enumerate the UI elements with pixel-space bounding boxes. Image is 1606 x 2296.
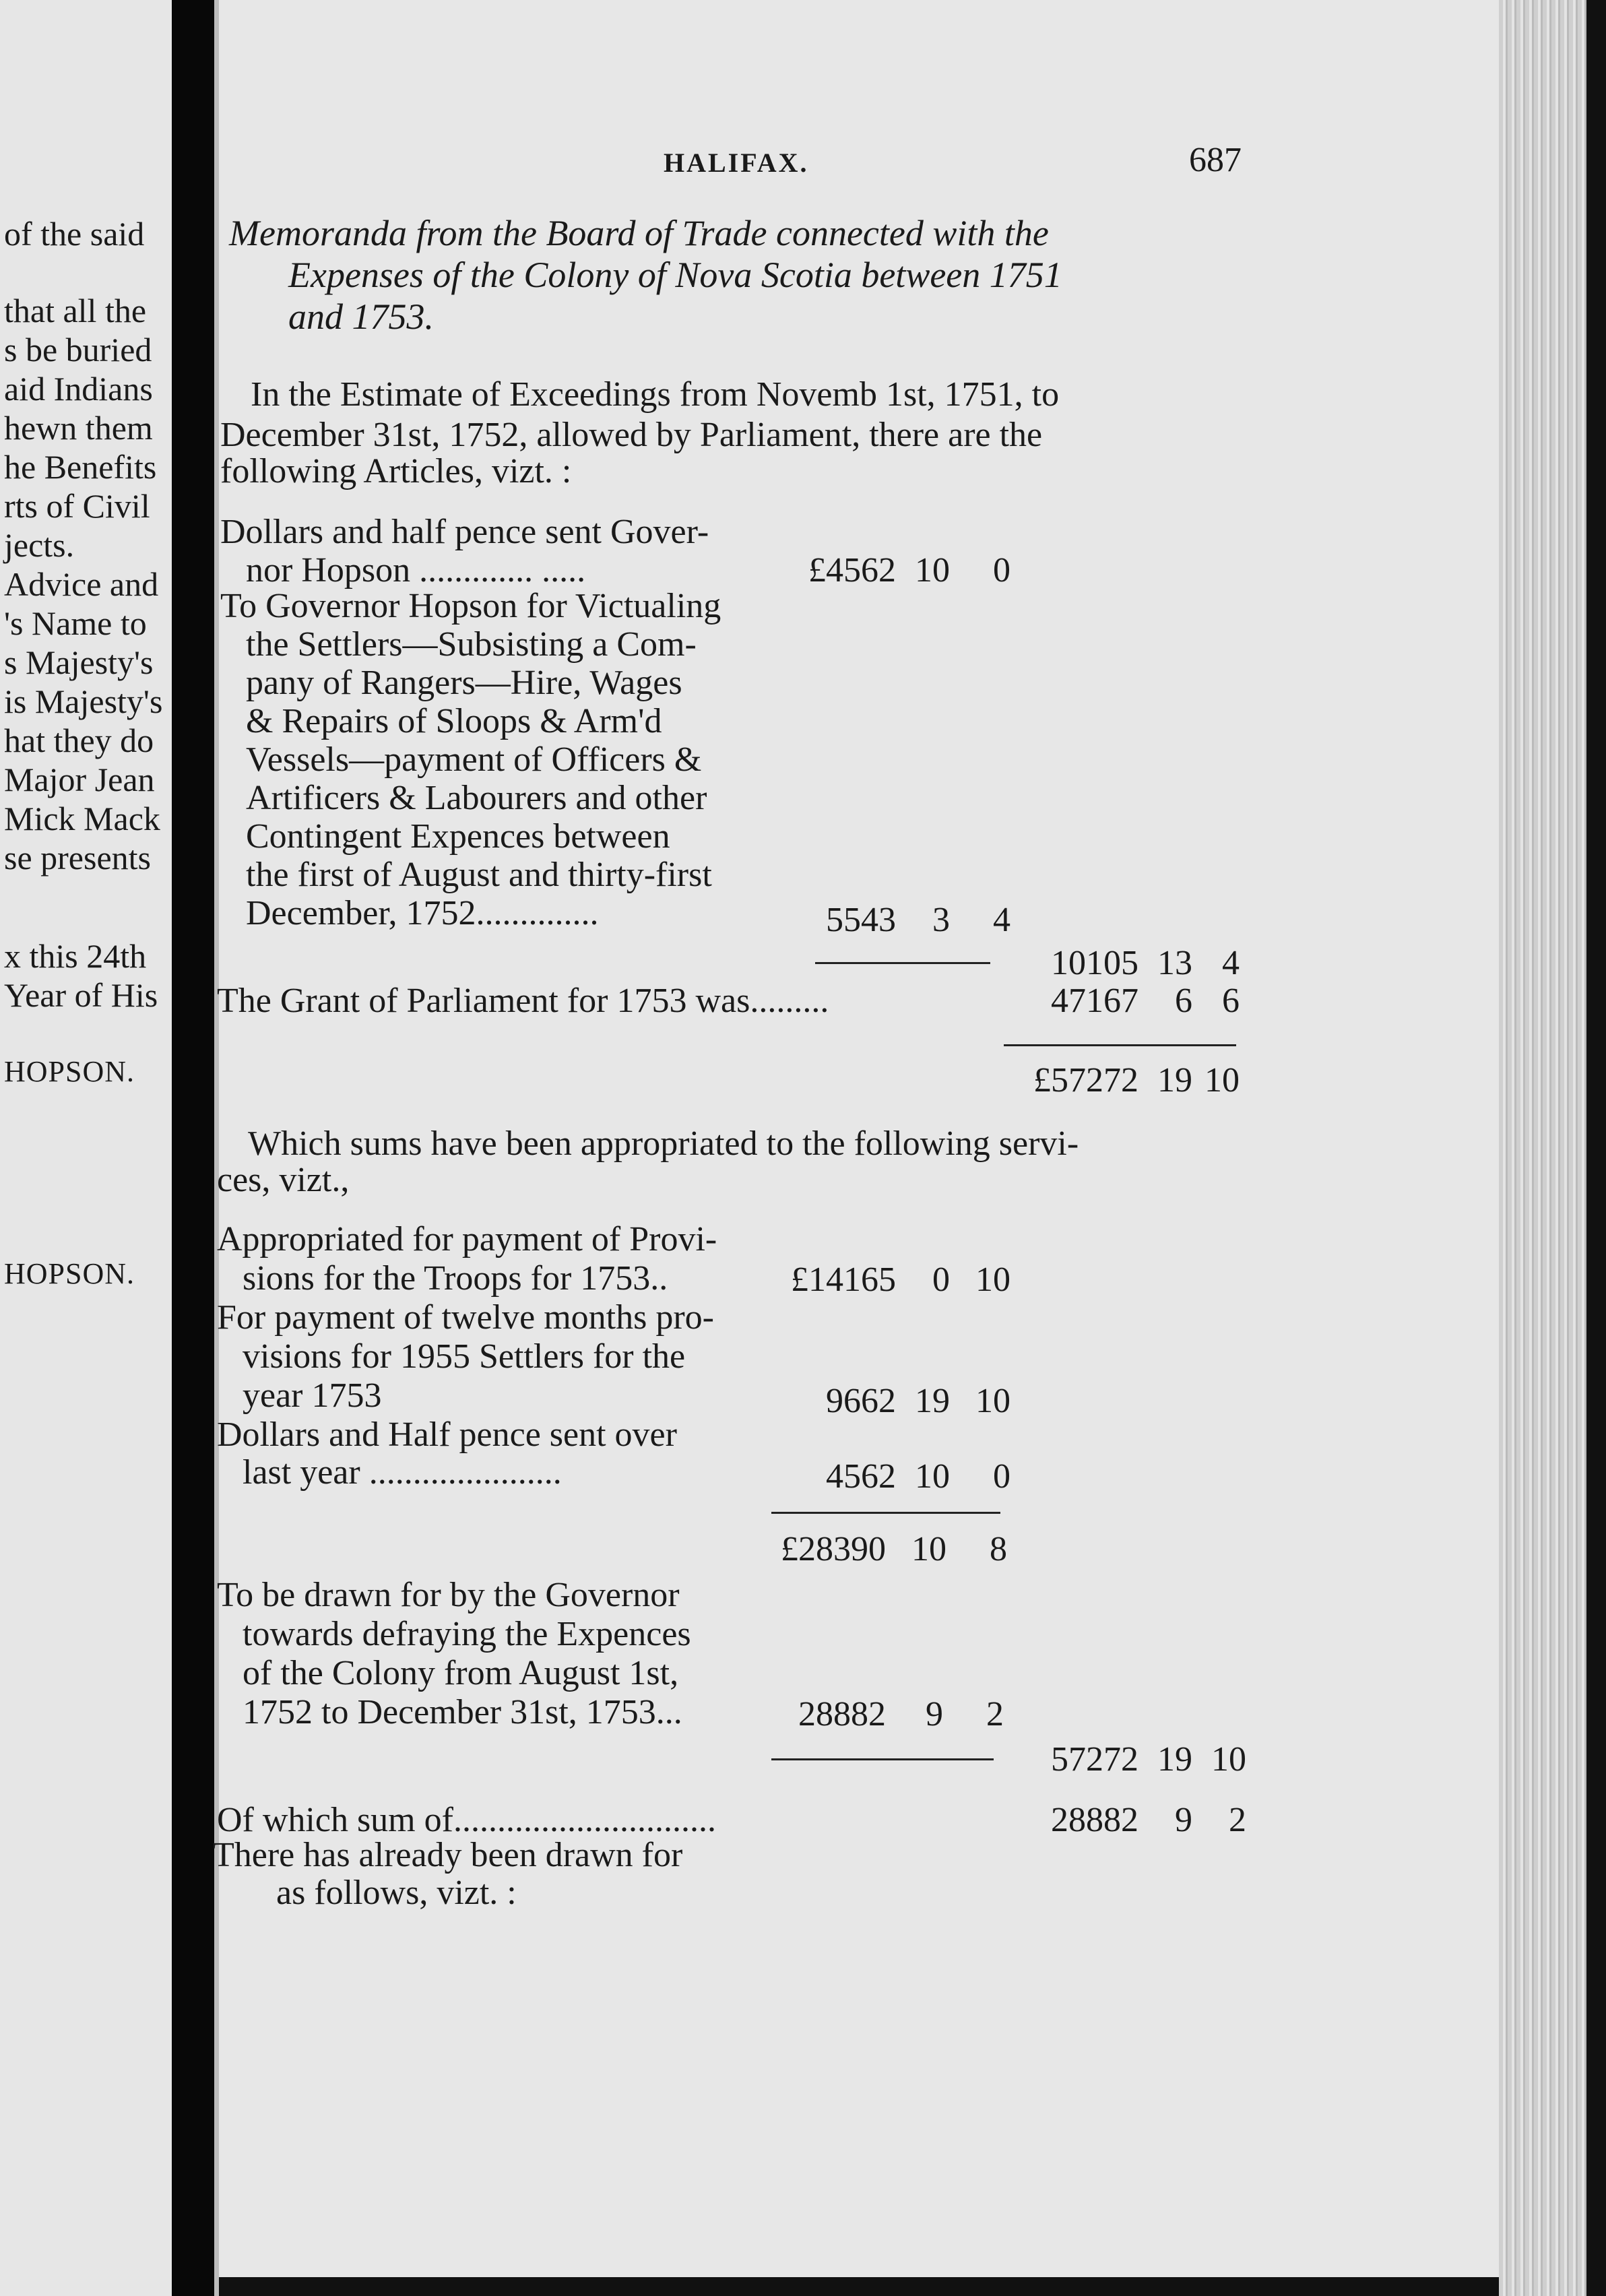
amount-pounds: £14165: [791, 1261, 896, 1299]
memo-title-line: and 1753.: [288, 296, 434, 337]
item-text: the Settlers—Subsisting a Com-: [246, 625, 697, 664]
item-text: towards defraying the Expences: [243, 1615, 691, 1653]
left-page-line: Major Jean: [4, 761, 155, 798]
grant-text: The Grant of Parliament for 1753 was.........: [217, 982, 829, 1020]
grant-shillings: 6: [1175, 982, 1192, 1020]
of-which-text: Of which sum of..............................: [217, 1801, 716, 1839]
left-page-line: aid Indians: [4, 370, 153, 408]
total-pounds: 57272: [1051, 1740, 1138, 1779]
left-page-line: hewn them: [4, 409, 153, 447]
left-page-line: s be buried: [4, 331, 152, 369]
amount-shillings: 10: [915, 551, 950, 589]
left-page-line: Year of His: [4, 976, 158, 1014]
amount-pounds: 4562: [826, 1457, 896, 1496]
item-text: Artificers & Labourers and other: [246, 779, 707, 817]
left-page-signature: HOPSON.: [4, 1055, 135, 1088]
amount-shillings: 0: [932, 1261, 950, 1299]
amount-pounds: 5543: [826, 901, 896, 939]
amount-pounds: 28882: [798, 1695, 886, 1733]
subtotal-shillings: 10: [911, 1530, 946, 1568]
of-which-shillings: 9: [1175, 1801, 1192, 1839]
running-title: HALIFAX.: [664, 148, 809, 178]
already-drawn-text: There has already been drawn for: [213, 1836, 683, 1874]
total-rule: [1004, 1044, 1236, 1046]
appropriated-intro: ces, vizt.,: [217, 1161, 350, 1199]
item-text: Dollars and Half pence sent over: [217, 1415, 677, 1454]
already-drawn-text: as follows, vizt. :: [276, 1874, 517, 1912]
item-text: the first of August and thirty-first: [246, 856, 712, 894]
left-page-line: hat they do: [4, 722, 154, 759]
amount-shillings: 3: [932, 901, 950, 939]
subtotal-pence: 8: [990, 1530, 1007, 1568]
item-text: To Governor Hopson for Victualing: [220, 587, 721, 625]
left-page-line: s Majesty's: [4, 643, 154, 681]
left-page-line: x this 24th: [4, 937, 147, 975]
subtotal-pounds: £28390: [781, 1530, 886, 1568]
amount-pounds: 9662: [826, 1382, 896, 1420]
item-text: of the Colony from August 1st,: [243, 1654, 679, 1692]
item-text: nor Hopson ............. .....: [246, 551, 586, 589]
subtotal-pounds: 10105: [1051, 944, 1138, 982]
left-page-signature: HOPSON.: [4, 1257, 135, 1290]
item-text: Contingent Expences between: [246, 817, 670, 856]
item-text: Appropriated for payment of Provi-: [217, 1220, 717, 1258]
left-facing-page: [0, 0, 172, 2296]
amount-pence: 2: [986, 1695, 1004, 1733]
item-text: & Repairs of Sloops & Arm'd: [246, 702, 662, 740]
sum-rule: [771, 1512, 1000, 1514]
page-number: 687: [1189, 141, 1242, 179]
amount-shillings: 19: [915, 1382, 950, 1420]
grant-pence: 6: [1222, 982, 1240, 1020]
total-pounds: £57272: [1033, 1061, 1138, 1099]
bottom-border: [219, 2277, 1499, 2296]
intro-line: In the Estimate of Exceedings from Novemb 1st, 1751, to: [251, 375, 1060, 414]
left-page-line: Advice and: [4, 565, 159, 603]
left-page-line: he Benefits: [4, 448, 157, 486]
amount-pence: 10: [975, 1382, 1010, 1420]
item-text: 1752 to December 31st, 1753...: [243, 1693, 682, 1731]
left-page-line: is Majesty's: [4, 682, 163, 720]
memo-title-line: Expenses of the Colony of Nova Scotia between 1751: [288, 255, 1062, 295]
memo-title-line: Memoranda from the Board of Trade connected with the: [229, 213, 1049, 253]
item-text: Dollars and half pence sent Gover-: [220, 513, 709, 551]
left-page-line: Mick Mack: [4, 800, 160, 837]
subtotal-pence: 4: [1222, 944, 1240, 982]
amount-shillings: 9: [926, 1695, 943, 1733]
of-which-pence: 2: [1229, 1801, 1246, 1839]
item-text: year 1753: [243, 1376, 382, 1415]
item-text: sions for the Troops for 1753..: [243, 1259, 668, 1298]
subtotal-shillings: 13: [1157, 944, 1192, 982]
left-page-line: jects.: [4, 526, 75, 564]
amount-pence: 0: [993, 551, 1010, 589]
amount-pence: 0: [993, 1457, 1010, 1496]
total-pence: 10: [1204, 1061, 1240, 1099]
item-text: last year ......................: [243, 1453, 562, 1492]
item-text: visions for 1955 Settlers for the: [243, 1337, 686, 1376]
of-which-pounds: 28882: [1051, 1801, 1138, 1839]
left-page-line: 's Name to: [4, 604, 147, 642]
sum-rule: [815, 962, 990, 964]
item-text: To be drawn for by the Governor: [217, 1576, 680, 1614]
left-page-line: rts of Civil: [4, 487, 150, 525]
amount-pounds: £4562: [808, 551, 896, 589]
item-text: Vessels—payment of Officers &: [246, 740, 702, 779]
item-text: pany of Rangers—Hire, Wages: [246, 664, 682, 702]
item-text: For payment of twelve months pro-: [217, 1298, 714, 1337]
right-border: [1586, 0, 1606, 2296]
intro-line: following Articles, vizt. :: [220, 452, 572, 490]
left-page-line: of the said: [4, 215, 145, 253]
item-text: December, 1752..............: [246, 894, 599, 932]
amount-pence: 4: [993, 901, 1010, 939]
sum-rule: [771, 1758, 994, 1760]
amount-shillings: 10: [915, 1457, 950, 1496]
total-pence: 10: [1211, 1740, 1246, 1779]
intro-line: December 31st, 1752, allowed by Parliament, there are the: [220, 416, 1043, 454]
page-edges: [1499, 0, 1586, 2296]
grant-pounds: 47167: [1051, 982, 1138, 1020]
left-page-line: that all the: [4, 292, 147, 329]
amount-pence: 10: [975, 1261, 1010, 1299]
total-shillings: 19: [1157, 1740, 1192, 1779]
appropriated-intro: Which sums have been appropriated to the following servi-: [248, 1124, 1079, 1163]
book-gutter: [172, 0, 219, 2296]
left-page-line: se presents: [4, 839, 151, 876]
total-shillings: 19: [1157, 1061, 1192, 1099]
